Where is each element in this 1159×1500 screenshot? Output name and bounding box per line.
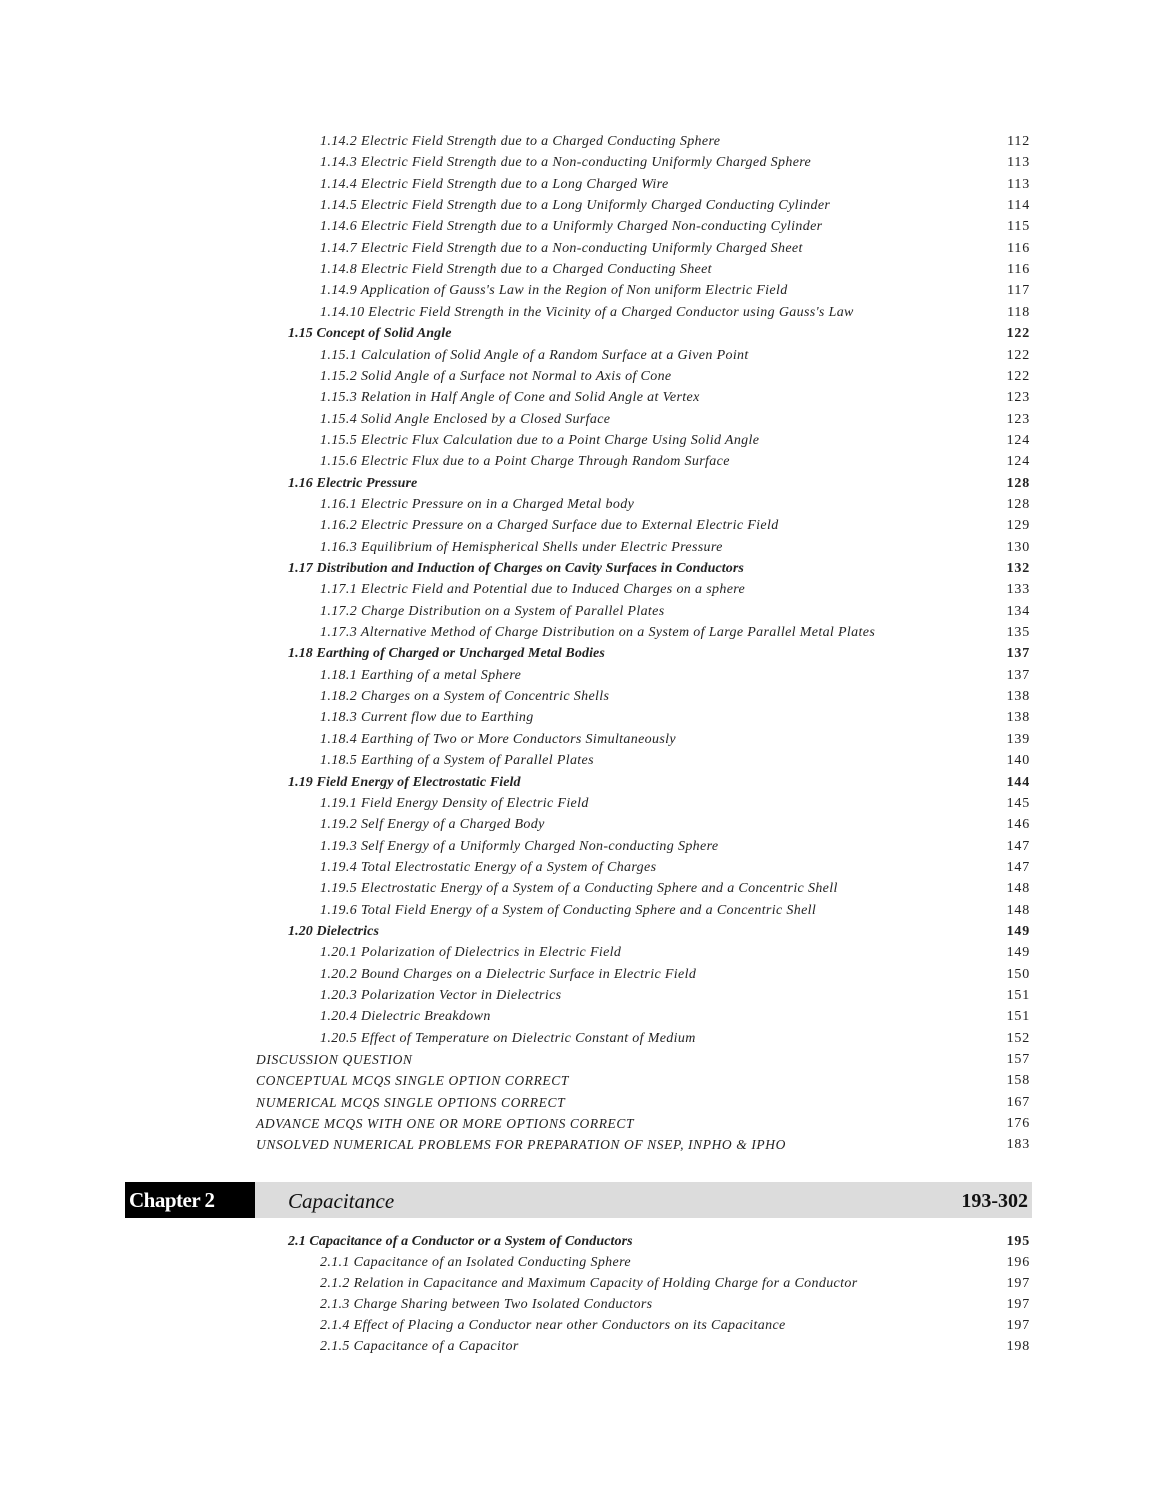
toc-entry-page: 145 — [1006, 795, 1030, 811]
toc-entry — [0, 216, 1159, 237]
toc-entry-title: 1.19 Field Energy of Electrostatic Field — [288, 774, 521, 790]
toc-entry — [0, 558, 1159, 579]
toc-entry — [0, 387, 1159, 408]
toc-entry-title: 2.1.5 Capacitance of a Capacitor — [320, 1338, 519, 1354]
toc-entry-title: 1.20.5 Effect of Temperature on Dielectric Constant of Medium — [320, 1030, 696, 1046]
toc-entry — [0, 1315, 1159, 1336]
toc-entry-title: 1.20.3 Polarization Vector in Dielectrics — [320, 988, 562, 1003]
toc-entry — [0, 665, 1159, 686]
toc-entry-page: 122 — [1006, 347, 1030, 363]
toc-entry-page: 113 — [1007, 176, 1030, 192]
toc-entry-title: 1.15 Concept of Solid Angle — [288, 326, 452, 342]
toc-entry-page: 140 — [1006, 753, 1030, 769]
toc-entry-page: 157 — [1006, 1052, 1030, 1068]
toc-entry-page: 150 — [1006, 966, 1030, 982]
toc-entry-title: 1.17.3 Alternative Method of Charge Distribution on a System of Large Parallel Metal Plates — [320, 625, 876, 641]
toc-entry-title: NUMERICAL MCQS SINGLE OPTIONS CORRECT — [256, 1094, 566, 1110]
toc-entry — [0, 772, 1159, 793]
toc-entry — [0, 857, 1159, 878]
toc-entry — [0, 430, 1159, 451]
toc-entry-page: 129 — [1006, 518, 1030, 534]
toc-entry-page: 139 — [1006, 731, 1030, 747]
toc-entry-page: 137 — [1006, 646, 1030, 662]
toc-entry — [0, 494, 1159, 515]
toc-entry — [0, 280, 1159, 301]
toc-entry-page: 148 — [1006, 902, 1030, 918]
toc-entry — [0, 1049, 1159, 1070]
toc-entry-title: 1.15.6 Electric Flux due to a Point Charge Through Random Surface — [320, 454, 730, 470]
toc-entry — [0, 152, 1159, 173]
toc-entry — [0, 750, 1159, 771]
toc-entry-title: 1.19.3 Self Energy of a Uniformly Charged Non-conducting Sphere — [320, 838, 719, 854]
toc-entry — [0, 1231, 1159, 1252]
toc-entry-page: 158 — [1006, 1073, 1030, 1089]
toc-entry — [0, 921, 1159, 942]
toc-entry-title: 2.1.1 Capacitance of an Isolated Conducting Sphere — [320, 1254, 631, 1270]
toc-entry-title: 1.19.4 Total Electrostatic Energy of a System of Charges — [320, 859, 657, 875]
toc-entry-title: 1.18.4 Earthing of Two or More Conductors Simultaneously — [320, 731, 676, 747]
toc-entry-title: 1.15.1 Calculation of Solid Angle of a Random Surface at a Given Point — [320, 347, 749, 363]
toc-entry — [0, 473, 1159, 494]
toc-entry-title: 1.18.3 Current flow due to Earthing — [320, 710, 534, 726]
toc-entry-title: 1.15.3 Relation in Half Angle of Cone and Solid Angle at Vertex — [320, 390, 700, 406]
toc-entry-page: 130 — [1006, 539, 1030, 555]
toc-entry — [0, 1113, 1159, 1134]
toc-entry-title: 1.18 Earthing of Charged or Uncharged Metal Bodies — [288, 646, 605, 662]
toc-entry — [0, 985, 1159, 1006]
toc-entry-page: 147 — [1006, 838, 1030, 854]
toc-entry-page: 132 — [1006, 561, 1030, 576]
toc-entry-page: 147 — [1006, 859, 1030, 875]
toc-entry-page: 183 — [1006, 1137, 1030, 1153]
toc-entry-title: 1.20.2 Bound Charges on a Dielectric Surface in Electric Field — [320, 966, 697, 982]
toc-entry — [0, 1006, 1159, 1027]
toc-entry-title: 1.14.9 Application of Gauss's Law in the Region of Non uniform Electric Field — [320, 283, 788, 299]
toc-entry-title: ADVANCE MCQS WITH ONE OR MORE OPTIONS CORRECT — [256, 1116, 635, 1132]
toc-entry-title: 1.16.2 Electric Pressure on a Charged Surface due to External Electric Field — [320, 518, 779, 534]
toc-entry — [0, 1294, 1159, 1315]
toc-entry — [0, 195, 1159, 216]
toc-entry — [0, 409, 1159, 430]
toc-entry-page: 115 — [1007, 219, 1030, 235]
toc-entry-title: 1.14.7 Electric Field Strength due to a Non-conducting Uniformly Charged Sheet — [320, 240, 803, 256]
toc-entry-page: 152 — [1006, 1030, 1030, 1046]
toc-entry-title: CONCEPTUAL MCQS SINGLE OPTION CORRECT — [256, 1073, 569, 1089]
toc-entry — [0, 1273, 1159, 1294]
toc-entry — [0, 793, 1159, 814]
toc-entry — [0, 707, 1159, 728]
toc-entry-title: 1.17.2 Charge Distribution on a System of Parallel Plates — [320, 603, 665, 619]
toc-entry-page: 116 — [1007, 262, 1030, 278]
chapter-label: Chapter 2 — [125, 1182, 255, 1218]
chapter-page-range: 193-302 — [961, 1190, 1028, 1212]
toc-entry-page: 167 — [1006, 1094, 1030, 1110]
toc-entry — [0, 622, 1159, 643]
toc-entry — [0, 345, 1159, 366]
toc-entry — [0, 601, 1159, 622]
toc-entry — [0, 302, 1159, 323]
toc-entry-page: 112 — [1007, 134, 1030, 149]
toc-entry — [0, 1134, 1159, 1155]
toc-entry — [0, 1070, 1159, 1091]
toc-entry-title: 2.1.3 Charge Sharing between Two Isolated Conductors — [320, 1296, 653, 1312]
toc-entry-title: 1.14.6 Electric Field Strength due to a Uniformly Charged Non-conducting Cylinder — [320, 219, 823, 235]
toc-entry-page: 151 — [1006, 988, 1030, 1003]
toc-entry-page: 113 — [1007, 155, 1030, 171]
toc-entry-page: 146 — [1006, 817, 1030, 833]
toc-entry — [0, 1028, 1159, 1049]
toc-entry-page: 114 — [1007, 198, 1030, 214]
toc-entry-page: 138 — [1006, 689, 1030, 705]
toc-entry-title: 2.1.2 Relation in Capacitance and Maximum Capacity of Holding Charge for a Conductor — [320, 1275, 858, 1291]
toc-entry-title: 1.17 Distribution and Induction of Charges on Cavity Surfaces in Conductors — [288, 561, 744, 576]
toc-entry-page: 123 — [1006, 411, 1030, 427]
toc-entry-page: 197 — [1006, 1275, 1030, 1291]
toc-entry-page: 116 — [1007, 240, 1030, 256]
toc-entry-page: 124 — [1006, 454, 1030, 470]
toc-entry-title: 1.20.4 Dielectric Breakdown — [320, 1009, 491, 1025]
toc-entry-title: 1.14.4 Electric Field Strength due to a Long Charged Wire — [320, 176, 669, 192]
toc-entry-page: 149 — [1006, 945, 1030, 961]
toc-entry-page: 144 — [1006, 774, 1030, 790]
toc-entry — [0, 1336, 1159, 1357]
toc-entry — [0, 174, 1159, 195]
toc-entry-page: 122 — [1006, 326, 1030, 342]
toc-entry-title: 2.1.4 Effect of Placing a Conductor near other Conductors on its Capacitance — [320, 1317, 786, 1333]
toc-entry-page: 196 — [1006, 1254, 1030, 1270]
toc-entry-page: 197 — [1006, 1317, 1030, 1333]
toc-entry — [0, 537, 1159, 558]
toc-entry-page: 197 — [1006, 1296, 1030, 1312]
toc-entry — [0, 814, 1159, 835]
toc-entry-page: 124 — [1006, 432, 1030, 448]
toc-entry-title: 1.18.2 Charges on a System of Concentric Shells — [320, 689, 610, 705]
toc-entry-title: 1.14.10 Electric Field Strength in the Vicinity of a Charged Conductor using Gauss's Law — [320, 304, 854, 320]
toc-entry — [0, 643, 1159, 664]
toc-entry-page: 137 — [1006, 667, 1030, 683]
toc-entry-page: 151 — [1006, 1009, 1030, 1025]
toc-entry-title: 1.19.1 Field Energy Density of Electric Field — [320, 795, 589, 811]
toc-entry-page: 135 — [1006, 625, 1030, 641]
toc-entry — [0, 1092, 1159, 1113]
toc-entry-title: 1.16.1 Electric Pressure on in a Charged Metal body — [320, 496, 635, 512]
toc-entry-title: 1.20.1 Polarization of Dielectrics in Electric Field — [320, 945, 622, 961]
toc-entry — [0, 1252, 1159, 1273]
toc-entry — [0, 878, 1159, 899]
toc-entry-page: 122 — [1006, 368, 1030, 384]
toc-entry-title: 1.15.2 Solid Angle of a Surface not Normal to Axis of Cone — [320, 368, 672, 384]
toc-entry-title: 1.16.3 Equilibrium of Hemispherical Shells under Electric Pressure — [320, 539, 723, 555]
toc-entry — [0, 131, 1159, 152]
toc-entry-title: 1.19.2 Self Energy of a Charged Body — [320, 817, 545, 833]
toc-entry — [0, 366, 1159, 387]
toc-entry-title: 1.19.5 Electrostatic Energy of a System of a Conducting Sphere and a Concentric Shell — [320, 881, 838, 897]
toc-entry — [0, 515, 1159, 536]
toc-entry — [0, 729, 1159, 750]
toc-entry — [0, 238, 1159, 259]
toc-entry — [0, 836, 1159, 857]
toc-entry-page: 149 — [1006, 923, 1030, 939]
toc-entry-page: 118 — [1007, 304, 1030, 320]
toc-entry-page: 198 — [1006, 1338, 1030, 1354]
toc-entry — [0, 964, 1159, 985]
toc-entry-title: 1.15.4 Solid Angle Enclosed by a Closed Surface — [320, 411, 611, 427]
toc-entry-title: 1.16 Electric Pressure — [288, 475, 418, 491]
toc-entry — [0, 900, 1159, 921]
toc-entry-page: 123 — [1006, 390, 1030, 406]
toc-entry-page: 117 — [1007, 283, 1030, 299]
toc-entry-title: UNSOLVED NUMERICAL PROBLEMS FOR PREPARATION OF NSEP, INPHO & IPHO — [256, 1137, 786, 1153]
toc-entry-title: 1.19.6 Total Field Energy of a System of Conducting Sphere and a Concentric Shell — [320, 902, 817, 918]
toc-entry-page: 133 — [1006, 582, 1030, 598]
toc-entry — [0, 686, 1159, 707]
chapter-header — [125, 1182, 1032, 1218]
toc-entry-page: 128 — [1006, 496, 1030, 512]
toc-entry — [0, 259, 1159, 280]
toc-entry-title: 1.18.1 Earthing of a metal Sphere — [320, 667, 522, 683]
toc-entry-page: 195 — [1006, 1234, 1030, 1249]
toc-entry-title: 1.20 Dielectrics — [288, 923, 380, 939]
toc-entry-page: 148 — [1006, 881, 1030, 897]
toc-entry-title: 1.14.3 Electric Field Strength due to a Non-conducting Uniformly Charged Sphere — [320, 155, 812, 171]
chapter-title: Capacitance — [288, 1189, 395, 1213]
toc-entry-page: 128 — [1006, 475, 1030, 491]
toc-entry-title: 1.14.5 Electric Field Strength due to a Long Uniformly Charged Conducting Cylinder — [320, 198, 831, 214]
toc-entry-page: 138 — [1006, 710, 1030, 726]
toc-entry — [0, 323, 1159, 344]
toc-entry-page: 134 — [1006, 603, 1030, 619]
toc-entry — [0, 579, 1159, 600]
toc-entry-title: 1.14.8 Electric Field Strength due to a Charged Conducting Sheet — [320, 262, 712, 278]
toc-entry-page: 176 — [1006, 1116, 1030, 1132]
toc-entry-title: DISCUSSION QUESTION — [256, 1052, 413, 1068]
toc-entry-title: 1.15.5 Electric Flux Calculation due to a Point Charge Using Solid Angle — [320, 432, 760, 448]
toc-entry — [0, 451, 1159, 472]
toc-entry-title: 1.18.5 Earthing of a System of Parallel Plates — [320, 753, 594, 769]
toc-entry-title: 2.1 Capacitance of a Conductor or a System of Conductors — [288, 1234, 633, 1249]
toc-entry-title: 1.14.2 Electric Field Strength due to a Charged Conducting Sphere — [320, 134, 721, 149]
toc-entry — [0, 942, 1159, 963]
toc-entry-title: 1.17.1 Electric Field and Potential due to Induced Charges on a sphere — [320, 582, 746, 598]
